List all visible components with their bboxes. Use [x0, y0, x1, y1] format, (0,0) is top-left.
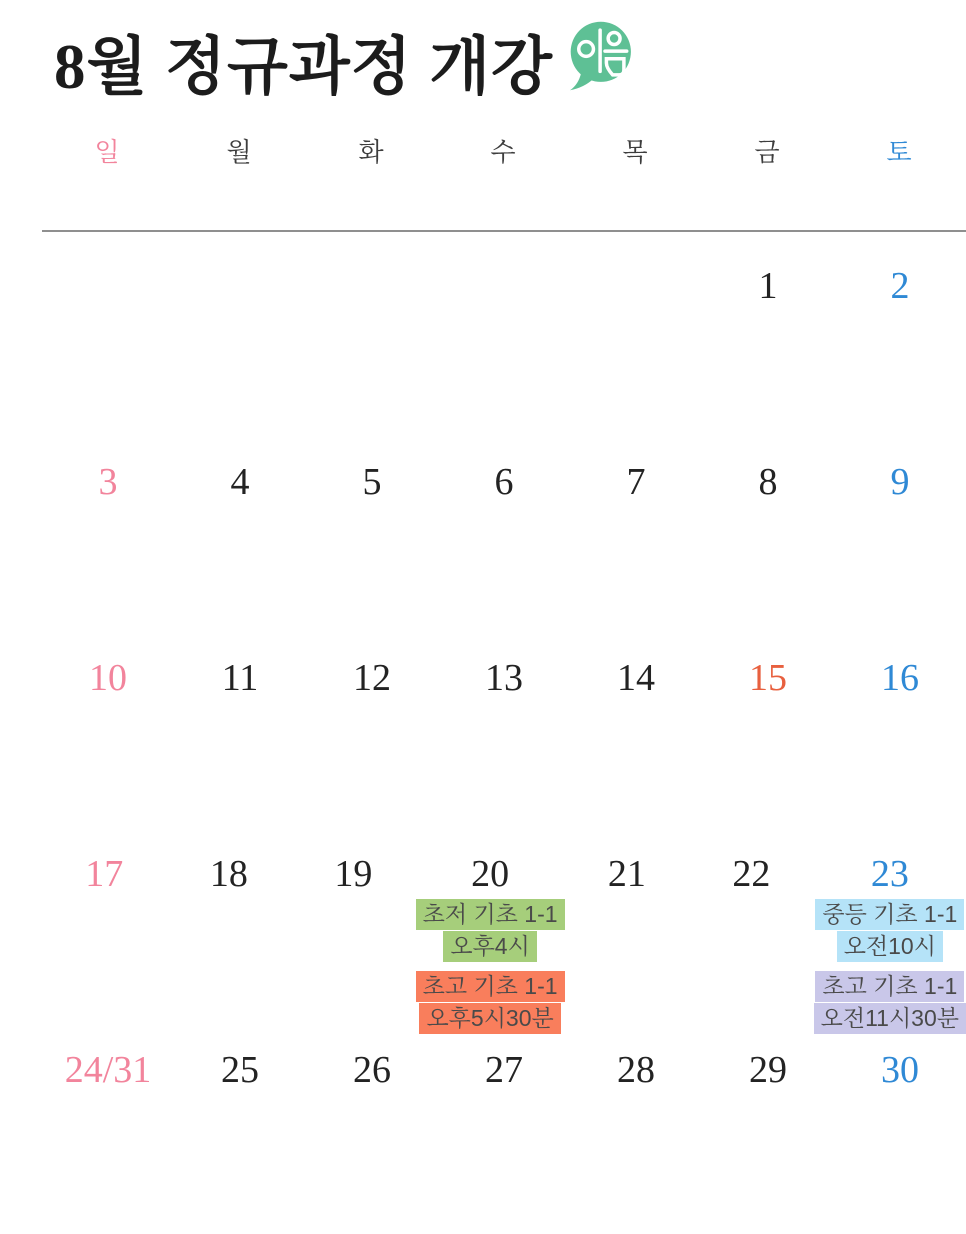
event-time: 오전10시: [837, 931, 943, 962]
day-cell-aug15-holiday: [702, 624, 834, 820]
day-cell-aug14: [570, 624, 702, 820]
calendar-week-5: [42, 1016, 966, 1212]
weekday-wed: 수: [490, 138, 518, 167]
day-cell-aug20: [416, 820, 565, 1034]
day-cell-aug18: [167, 820, 292, 1034]
day-cell-aug21: [565, 820, 690, 1034]
date-label: 3: [98, 461, 118, 503]
event-jungdeung-basic: [815, 899, 964, 962]
event-time: 오후5시30분: [419, 1003, 560, 1034]
day-cell: [438, 232, 570, 428]
date-label: 29: [749, 1049, 787, 1091]
header: [54, 26, 966, 108]
date-label: 14: [617, 657, 655, 699]
date-label: 1: [758, 265, 778, 307]
date-label: 4: [230, 461, 250, 503]
event-chojeo-basic: [416, 899, 565, 962]
event-title: 초고 기초 1-1: [416, 971, 565, 1002]
calendar-week-4: [42, 820, 966, 1031]
day-cell-aug9: [834, 428, 966, 624]
speech-bubble-face-icon: [563, 18, 633, 94]
weekday-tue: 화: [358, 138, 386, 167]
day-cell-aug1: [702, 232, 834, 428]
date-label: 5: [362, 461, 382, 503]
day-cell-aug8: [702, 428, 834, 624]
date-label: 7: [626, 461, 646, 503]
day-cell-aug28: [570, 1016, 702, 1212]
date-label: 2: [890, 265, 910, 307]
date-label: 21: [607, 853, 646, 895]
day-cell-aug16: [834, 624, 966, 820]
day-cell: [42, 232, 174, 428]
date-label: 24/31: [64, 1049, 152, 1091]
date-label: 6: [494, 461, 514, 503]
date-label: 11: [221, 657, 259, 699]
day-cell-aug24-31: [42, 1016, 174, 1212]
day-cell-aug23: [814, 820, 966, 1034]
weekday-fri: 금: [754, 138, 782, 167]
calendar: [42, 136, 966, 1212]
date-label: 10: [89, 657, 127, 699]
page-title: 8월 정규과정 개강: [54, 32, 554, 102]
day-cell: [570, 232, 702, 428]
date-label: 30: [881, 1049, 919, 1091]
day-cell: [306, 232, 438, 428]
event-time: 오후4시: [443, 931, 536, 962]
day-cell-aug17: [42, 820, 167, 1034]
weekday-thu: 목: [622, 138, 650, 167]
date-label: 16: [881, 657, 919, 699]
event-list-aug23: [814, 899, 966, 1034]
event-list-aug20: [416, 899, 565, 1034]
day-cell-aug30: [834, 1016, 966, 1212]
day-cell-aug27: [438, 1016, 570, 1212]
day-cell-aug29: [702, 1016, 834, 1212]
calendar-page: [0, 26, 966, 1234]
date-label: 23: [870, 853, 909, 895]
date-label: 15: [749, 657, 787, 699]
weekday-sun: 일: [94, 138, 122, 167]
date-label: 26: [353, 1049, 391, 1091]
date-label: 17: [85, 853, 124, 895]
event-title: 초저 기초 1-1: [416, 899, 565, 930]
day-cell-aug13: [438, 624, 570, 820]
date-label: 18: [209, 853, 248, 895]
day-cell-aug3: [42, 428, 174, 624]
date-label: 9: [890, 461, 910, 503]
date-label: 8: [758, 461, 778, 503]
event-title: 초고 기초 1-1: [815, 971, 964, 1002]
weekday-mon: 월: [226, 138, 254, 167]
event-time: 오전11시30분: [814, 1003, 966, 1034]
day-cell-aug2: [834, 232, 966, 428]
calendar-week-1: [42, 232, 966, 428]
date-label: 19: [334, 853, 373, 895]
day-cell-aug19: [291, 820, 416, 1034]
day-cell-aug11: [174, 624, 306, 820]
calendar-week-3: [42, 624, 966, 820]
day-cell: [174, 232, 306, 428]
date-label: 22: [732, 853, 771, 895]
date-label: 28: [617, 1049, 655, 1091]
day-cell-aug26: [306, 1016, 438, 1212]
date-label: 25: [221, 1049, 259, 1091]
day-cell-aug12: [306, 624, 438, 820]
date-label: 13: [485, 657, 523, 699]
calendar-week-2: [42, 428, 966, 624]
day-cell-aug7: [570, 428, 702, 624]
date-label: 12: [353, 657, 391, 699]
day-cell-aug4: [174, 428, 306, 624]
weekday-header-row: [42, 136, 966, 232]
event-title: 중등 기초 1-1: [815, 899, 964, 930]
day-cell-aug6: [438, 428, 570, 624]
day-cell-aug22: [689, 820, 814, 1034]
day-cell-aug5: [306, 428, 438, 624]
date-label: 20: [471, 853, 510, 895]
date-label: 27: [485, 1049, 523, 1091]
day-cell-aug25: [174, 1016, 306, 1212]
day-cell-aug10: [42, 624, 174, 820]
weekday-sat: 토: [886, 138, 914, 167]
